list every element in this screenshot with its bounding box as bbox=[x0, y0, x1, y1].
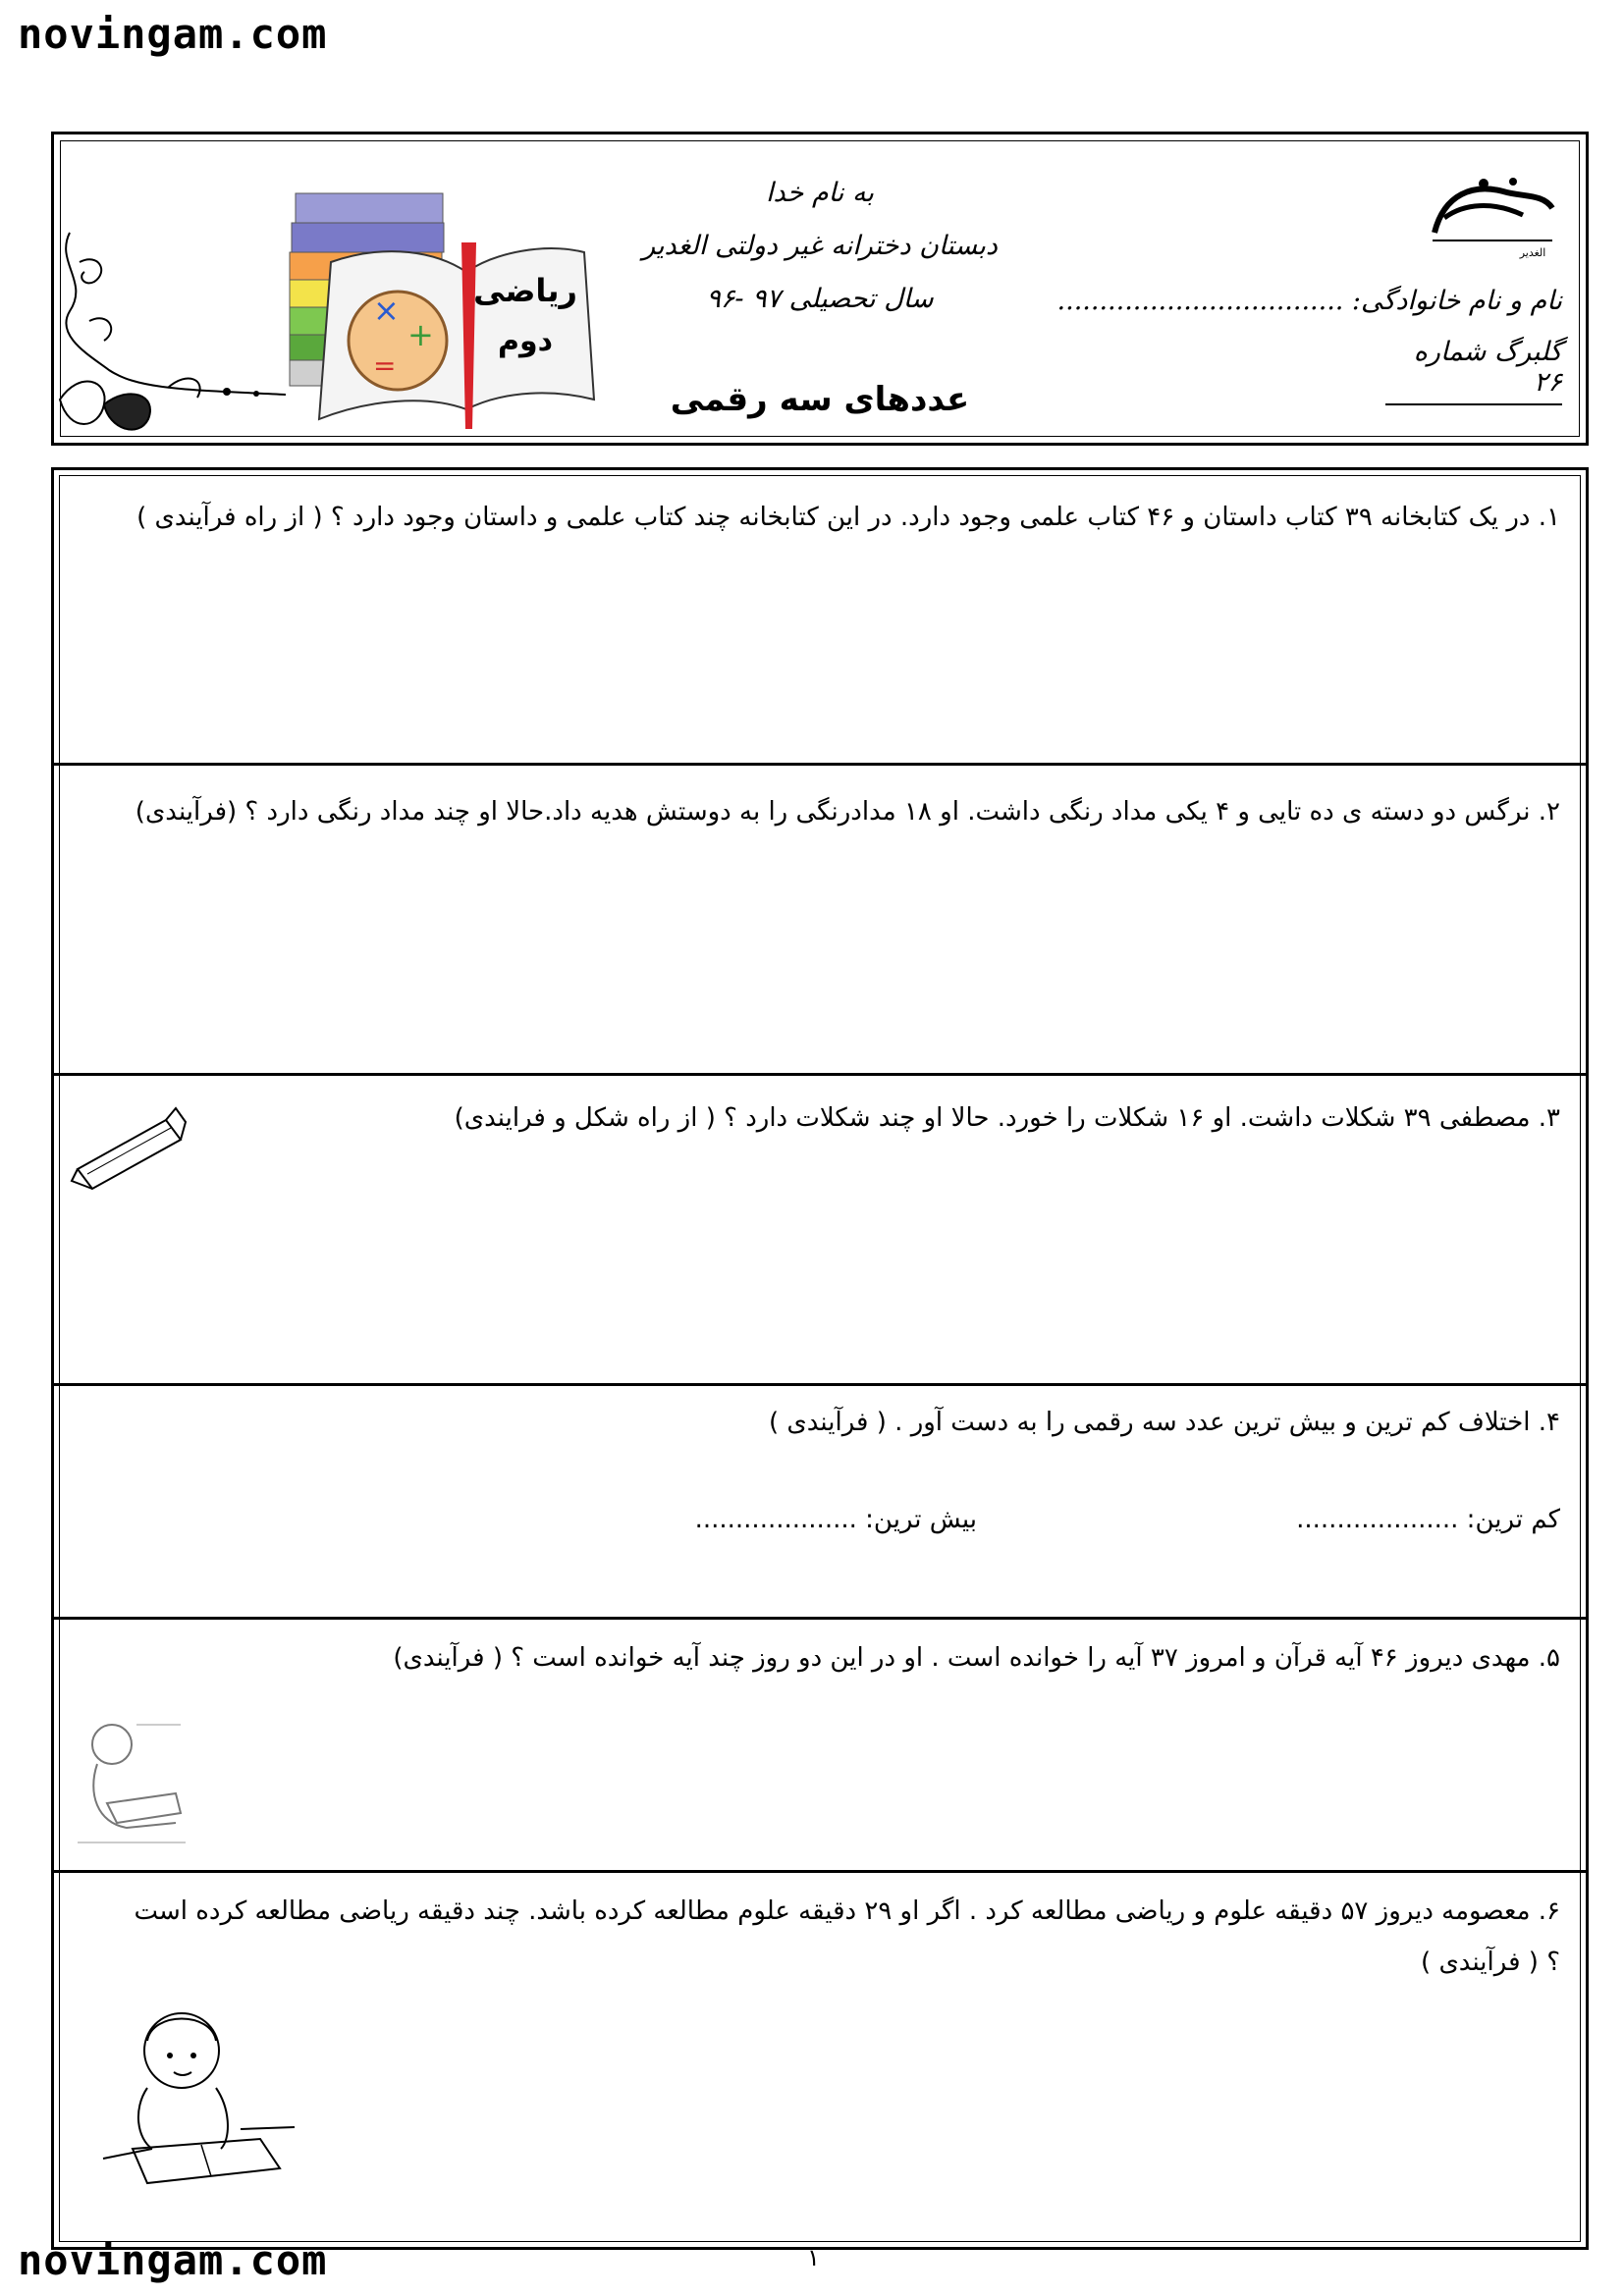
bismillah-text: به نام خدا bbox=[766, 178, 874, 208]
question-2: ۲. نرگس دو دسته ی ده تایی و ۴ یکی مداد رنگی داشت. او ۱۸ مدادرنگی را به دوستش هدیه داد.حالا او چند مداد رنگی دارد ؟ (فرآیندی) bbox=[135, 797, 1560, 827]
question-1: ۱. در یک کتابخانه ۳۹ کتاب داستان و ۴۶ کتاب علمی وجود دارد. در این کتابخانه چند کتاب علمی و داستان وجود دارد ؟ ( از راه فرآیندی ) bbox=[136, 503, 1560, 532]
svg-text:=: = bbox=[373, 349, 397, 382]
divider bbox=[54, 1617, 1586, 1620]
floral-ornament bbox=[50, 223, 296, 458]
svg-text:+: + bbox=[407, 316, 434, 353]
question-5: ۵. مهدی دیروز ۴۶ آیه قرآن و امروز ۳۷ آیه را خوانده است . او در این دو روز چند آیه خوانده است ؟ ( فرآیندی) bbox=[393, 1643, 1560, 1673]
book-title-2: دوم bbox=[497, 324, 554, 358]
school-logo bbox=[1415, 164, 1562, 262]
svg-text:×: × bbox=[373, 292, 400, 329]
math-books-illustration bbox=[241, 174, 633, 429]
question-6: ۶. معصومه دیروز ۵۷ دقیقه علوم و ریاضی مطالعه کرد . اگر او ۲۹ دقیقه علوم مطالعه کرده باشد. چند دقیقه ریاضی مطالعه کرده است ؟ ( فرآیندی ) bbox=[134, 1896, 1560, 1977]
logo-text: الغدیر bbox=[1519, 246, 1546, 259]
questions-container bbox=[51, 467, 1589, 2250]
max-answer-field: بیش ترین: .................... bbox=[694, 1505, 977, 1534]
divider bbox=[54, 1383, 1586, 1386]
girl-writing-illustration bbox=[93, 2002, 299, 2198]
watermark-bottom: novingam.com bbox=[18, 2236, 328, 2284]
student-name-field: نام و نام خانوادگی: .................................. bbox=[1056, 286, 1562, 316]
school-name: دبستان دخترانه غیر دولتی الغدیر bbox=[642, 231, 998, 261]
academic-year: سال تحصیلی ۹۷ -۹۶ bbox=[706, 284, 934, 314]
question-4: ۴. اختلاف کم ترین و بیش ترین عدد سه رقمی را به دست آور . ( فرآیندی ) bbox=[769, 1408, 1560, 1437]
child-reading-illustration bbox=[68, 1715, 195, 1852]
worksheet-topic: عددهای سه رقمی bbox=[670, 380, 970, 419]
question-3: ۳. مصطفی ۳۹ شکلات داشت. او ۱۶ شکلات را خورد. حالا او چند شکلات دارد ؟ ( از راه شکل و فرایندی) bbox=[454, 1103, 1560, 1133]
sheet-number: گلبرگ شماره ۲۶ bbox=[1385, 337, 1562, 405]
divider bbox=[54, 1073, 1586, 1076]
worksheet-header bbox=[51, 132, 1589, 446]
divider bbox=[54, 1870, 1586, 1873]
watermark-top: novingam.com bbox=[18, 10, 328, 58]
min-answer-field: کم ترین: .................... bbox=[1296, 1505, 1560, 1534]
page-number: ۱ bbox=[807, 2244, 820, 2271]
divider bbox=[54, 763, 1586, 766]
book-title-1: ریاضی bbox=[473, 272, 577, 309]
chocolate-bar-icon bbox=[68, 1100, 195, 1199]
